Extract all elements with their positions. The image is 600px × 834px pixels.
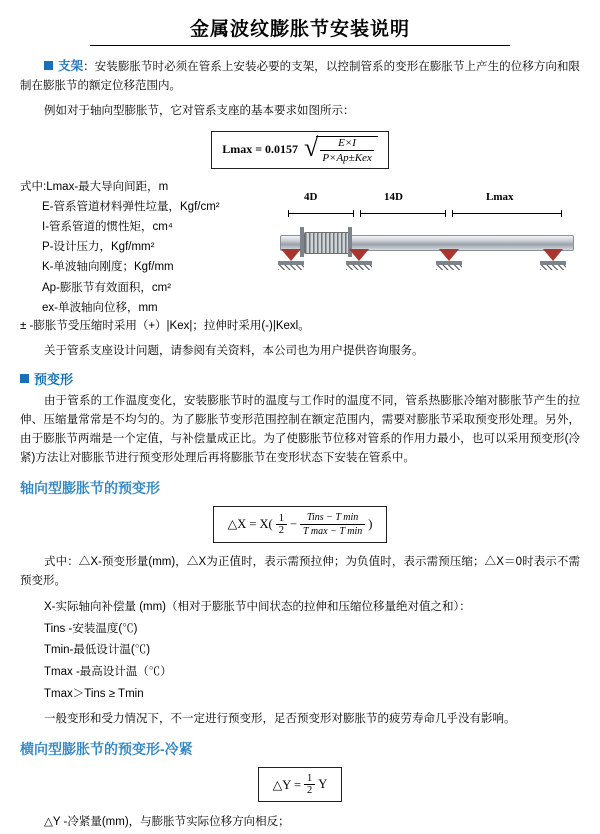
diagram-dimension-labels: [276, 191, 576, 207]
section2-variable-lines: [20, 597, 580, 706]
definition-item: I-管系管道的惯性矩，cm⁴: [42, 221, 173, 234]
half-denominator: 2: [307, 785, 313, 797]
section2-explain: 式中：△X-预变形量(mm)，△X为正值时，表示需预拉伸；为负值时，表示需预压缩；△X＝0时表示不需预变形。: [20, 555, 580, 587]
temp-denominator: T max − T min: [303, 525, 363, 537]
section2-para1: 由于管系的工作温度变化，安装膨胀节时的温度与工作时的温度不同，管系热膨胀冷缩对膨胀节产生的拉伸、压缩量常常是不均匀的。为了膨胀节变形范围控制在额定范围内，需要对膨胀节采取预变形处理。另外，由于膨胀节两端是一个定值，与补偿量成正比。为了使膨胀节位移对管系的作用力最小，也可以采用预变形(冷紧)方法让对膨胀节进行预变形处理后再将膨胀节在变形状态下安装在管系中。: [20, 394, 580, 464]
equation-axial-rhs: ): [368, 516, 373, 531]
sqrt-group: [304, 132, 378, 164]
formula-lmax-denominator: P×Ap±Kex: [322, 151, 372, 164]
formula-lmax-box: [211, 131, 389, 169]
diagram-label-lmax: Lmax: [486, 190, 514, 203]
definition-item: ± -膨胀节受压缩时采用（+）|Kex|；拉伸时采用(-)|Kexl。: [20, 319, 310, 332]
section2-heading-label: 预变形: [34, 371, 74, 387]
equation-axial-temp-fraction: [300, 512, 365, 537]
section1-para1: 安装膨胀节时必须在管系上安装必要的支架，以控制管系的变形在膨胀节上产生的位移方向和限制在膨胀节的额定位移范围内。: [20, 61, 580, 92]
page-title: 金属波纹膨胀节安装说明: [189, 19, 410, 40]
blue-square-marker-icon: [44, 61, 53, 70]
equation-axial-box: [213, 506, 388, 543]
equation-lateral-half-fraction: [304, 773, 315, 796]
pipe-support-guide-3: [540, 249, 566, 265]
diagram-label-4d: 4D: [304, 190, 318, 203]
support-hatching: [346, 265, 372, 270]
definition-item: ex-单波轴向位移，mm: [42, 301, 158, 314]
variable-line: Tins -安装温度(℃): [44, 622, 138, 635]
sqrt-icon: √: [304, 132, 319, 162]
dimension-line-lmax: [452, 213, 562, 214]
definitions-and-diagram: [20, 177, 580, 318]
pipe-support-guide-1: [346, 249, 372, 265]
equation-axial: [20, 506, 580, 543]
support-triangle-icon: [281, 249, 301, 261]
section1-heading: 支架: [58, 59, 84, 73]
document-page: [0, 14, 600, 829]
equation-lateral-box: [258, 767, 343, 802]
definition-item: 式中:Lmax-最大导向间距，m: [20, 180, 169, 193]
support-triangle-icon: [543, 249, 563, 261]
support-hatching: [540, 265, 566, 270]
section2-last-line-wrap: [20, 812, 580, 834]
variable-line: Tmax＞Tins ≥ Tmin: [44, 688, 144, 701]
section1-para2: 例如对于轴向型膨胀节，它对管系支座的基本要求如图所示：: [44, 104, 355, 117]
support-hatching: [278, 265, 304, 270]
definition-item: P-设计压力，Kgf/mm²: [42, 241, 155, 254]
pipe-support-diagram: [276, 191, 576, 311]
document-content: [0, 56, 600, 834]
definition-item: Ap-膨胀节有效面积，cm²: [42, 281, 172, 294]
subheading-axial-predeformation: 轴向型膨胀节的预变形: [20, 479, 160, 496]
section1-closing: 关于管系支座设计问题，请参阅有关资料，本公司也为用户提供咨询服务。: [44, 344, 424, 357]
dimension-line-4d: [288, 213, 354, 214]
formula-lmax-fraction: [316, 136, 378, 164]
bellows-expansion-joint: [304, 232, 350, 254]
equation-lateral-lhs: △Y =: [272, 777, 302, 792]
dimension-line-14d: [360, 213, 446, 214]
variable-line: △Y -冷紧量(mm)，与膨胀节实际位移方向相反；: [44, 816, 290, 829]
equation-axial-half-fraction: [276, 513, 287, 536]
pipe-support-anchor: [278, 249, 304, 265]
half-numerator: 1: [276, 513, 287, 525]
definition-item: E-管系管道材料弹性垃量，Kgf/cm²: [42, 201, 220, 214]
formula-lmax-lhs: Lmax = 0.0157: [222, 142, 299, 157]
support-triangle-icon: [349, 249, 369, 261]
section1-intro-paragraph: 支架：安装膨胀节时必须在管系上安装必要的支架，以控制管系的变形在膨胀节上产生的位移方向和限制在膨胀节的额定位移范围内。: [20, 59, 580, 92]
half-denominator: 2: [278, 524, 284, 536]
equation-lateral: [20, 767, 580, 802]
pipe-support-guide-2: [436, 249, 462, 265]
section2-note: 一般变形和受力情况下，不一定进行预变形，足否预变形对膨胀节的疲劳寿命几乎没有影响。: [44, 712, 516, 725]
variable-line: Tmin-最低设计温(℃): [44, 644, 151, 657]
variable-line: X-实际轴向补偿量 (mm)（相对于膨胀节中间状态的拉伸和压缩位移量绝对值之和）：: [44, 600, 471, 613]
definitions-list: [20, 177, 270, 318]
support-hatching: [436, 265, 462, 270]
definition-item: K-单波轴向刚度；Kgf/mm: [42, 261, 174, 274]
temp-numerator: Tins − T min: [300, 512, 365, 525]
subheading-lateral-coldspring: 横向型膨胀节的预变形-冷紧: [20, 741, 193, 758]
support-triangle-icon: [439, 249, 459, 261]
equation-axial-minus: −: [289, 516, 298, 531]
blue-square-marker-icon: [20, 374, 29, 383]
title-underline: [90, 45, 510, 46]
formula-lmax-numerator: E×I: [320, 137, 374, 151]
diagram-label-14d: 14D: [384, 190, 403, 203]
half-numerator: 1: [304, 773, 315, 785]
variable-line: Tmax -最高设计温（℃）: [44, 666, 172, 679]
equation-axial-lhs: △X = X(: [227, 517, 273, 532]
equation-lateral-rhs: Y: [318, 777, 328, 792]
definition-item-last-wrap: [20, 316, 580, 336]
formula-lmax: [20, 131, 580, 169]
section2-heading: [20, 369, 580, 388]
